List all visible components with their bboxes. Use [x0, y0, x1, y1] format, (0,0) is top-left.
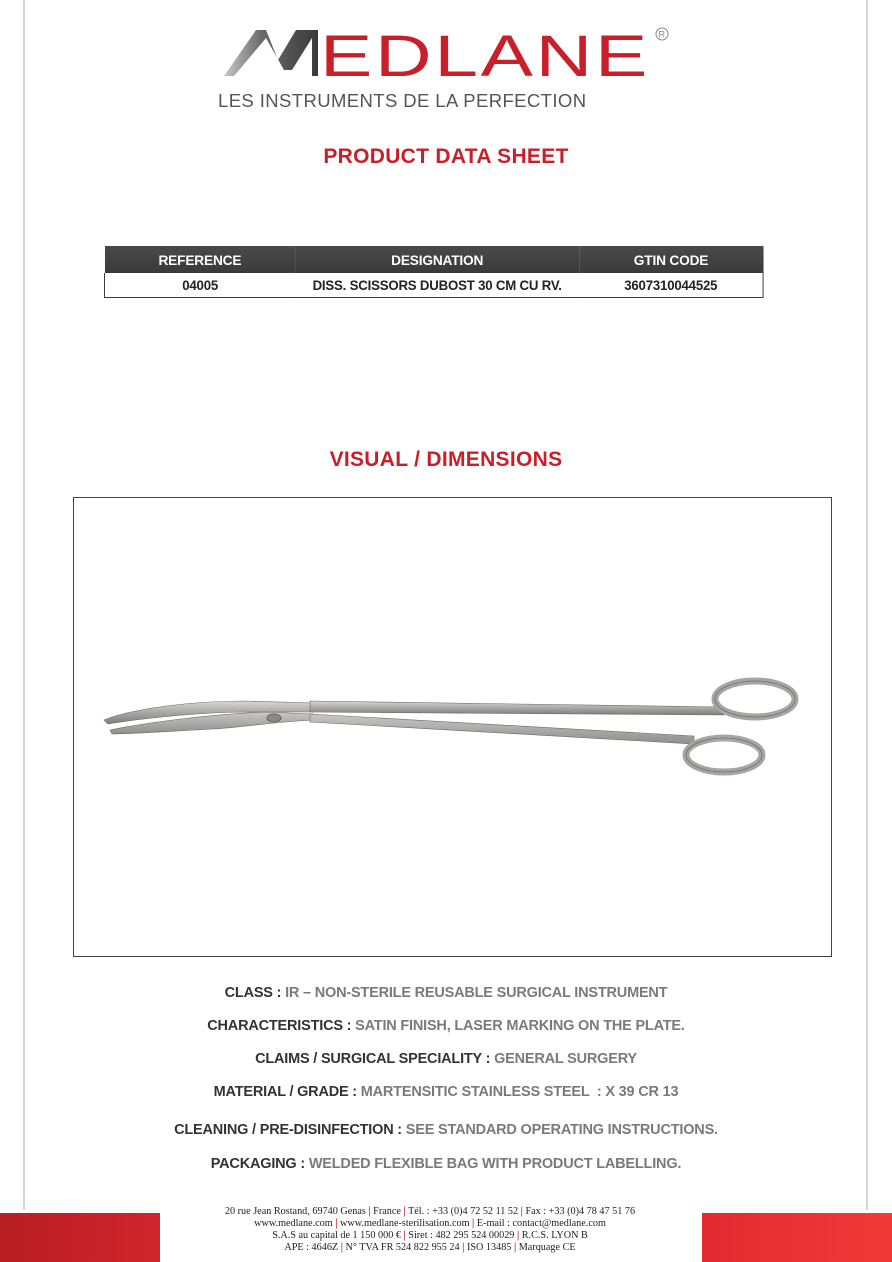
- scissors-image: [74, 498, 831, 956]
- cell-designation: DISS. SCISSORS DUBOST 30 CM CU RV.: [295, 273, 579, 298]
- registered-mark: R: [658, 29, 665, 40]
- spec-claims-key: CLAIMS / SURGICAL SPECIALITY :: [255, 1051, 491, 1067]
- spec-characteristics-key: CHARACTERISTICS :: [207, 1018, 352, 1034]
- spec-claims-value: GENERAL SURGERY: [494, 1051, 637, 1067]
- cell-reference: 04005: [104, 273, 295, 298]
- spec-cleaning-key: CLEANING / PRE-DISINFECTION :: [174, 1122, 402, 1138]
- footer-contact: [160, 1206, 700, 1254]
- footer-address: 20 rue Jean Rostand, 69740 Genas: [224, 1206, 366, 1217]
- table-header-row: [104, 246, 763, 273]
- spec-packaging-value: WELDED FLEXIBLE BAG WITH PRODUCT LABELLING.: [308, 1156, 682, 1172]
- footer-red-bar-right: [702, 1213, 892, 1262]
- footer-line-address: 20 rue Jean Rostand, 69740 Genas | France | Tél. : +33 (0)4 72 52 11 52 | Fax : +33 (0)4 78 47 51 76: [224, 1206, 636, 1217]
- footer-country: France: [373, 1206, 401, 1217]
- product-visual-frame: [73, 497, 832, 957]
- spec-characteristics: [0, 1018, 892, 1034]
- footer-line-web: www.medlane.com | www.medlane-sterilisation.com | E-mail : contact@medlane.com: [254, 1218, 606, 1229]
- visual-dimensions-title: VISUAL / DIMENSIONS: [329, 448, 563, 471]
- footer-siret: Siret : 482 295 524 00029: [408, 1230, 515, 1241]
- spec-class-value: IR – NON-STERILE REUSABLE SURGICAL INSTRUMENT: [285, 985, 668, 1001]
- footer-vat: N° TVA FR 524 822 955 24: [345, 1242, 460, 1253]
- spec-cleaning: [0, 1122, 892, 1138]
- spec-characteristics-value: SATIN FINISH, LASER MARKING ON THE PLATE.: [355, 1018, 685, 1034]
- spec-material: [0, 1084, 892, 1100]
- spec-claims: [0, 1051, 892, 1067]
- footer-line-registration: APE : 4646Z | N° TVA FR 524 822 955 24 | ISO 13485 | Marquage CE: [284, 1242, 576, 1253]
- tagline: LES INSTRUMENTS DE LA PERFECTION: [218, 90, 587, 111]
- footer-email[interactable]: E-mail : contact@medlane.com: [476, 1218, 606, 1229]
- footer-capital: S.A.S au capital de 1 150 000 €: [272, 1230, 401, 1241]
- spec-cleaning-value: SEE STANDARD OPERATING INSTRUCTIONS.: [405, 1122, 718, 1138]
- spec-packaging-key: PACKAGING :: [210, 1156, 305, 1172]
- footer-ape: APE : 4646Z: [284, 1242, 339, 1253]
- header-gtin-code: GTIN CODE: [579, 246, 763, 273]
- reference-table: [104, 246, 764, 298]
- footer-iso: ISO 13485: [466, 1242, 512, 1253]
- footer-website-sterilisation[interactable]: www.medlane-sterilisation.com: [340, 1218, 470, 1229]
- spec-material-value: MARTENSITIC STAINLESS STEEL : X 39 CR 13: [360, 1084, 679, 1100]
- footer-rcs: R.C.S. LYON B: [521, 1230, 588, 1241]
- footer-website[interactable]: www.medlane.com: [254, 1218, 333, 1229]
- spec-packaging: [0, 1156, 892, 1172]
- footer-ce-marking: Marquage CE: [518, 1242, 576, 1253]
- header-designation: DESIGNATION: [295, 246, 579, 273]
- svg-text:EDLANE: EDLANE: [320, 24, 650, 89]
- footer-phone: Tél. : +33 (0)4 72 52 11 52: [408, 1206, 519, 1217]
- header-reference: REFERENCE: [104, 246, 295, 273]
- spec-material-key: MATERIAL / GRADE :: [213, 1084, 357, 1100]
- footer-red-bar-left: [0, 1213, 160, 1262]
- footer-fax: Fax : +33 (0)4 78 47 51 76: [525, 1206, 636, 1217]
- spec-class-key: CLASS :: [224, 985, 282, 1001]
- product-data-sheet-title: PRODUCT DATA SHEET: [323, 145, 569, 168]
- cell-gtin-code: 3607310044525: [579, 273, 763, 298]
- footer-line-legal: S.A.S au capital de 1 150 000 € | Siret : 482 295 524 00029 | R.C.S. LYON B: [272, 1230, 588, 1241]
- spec-class: [0, 985, 892, 1001]
- table-row: [104, 273, 763, 298]
